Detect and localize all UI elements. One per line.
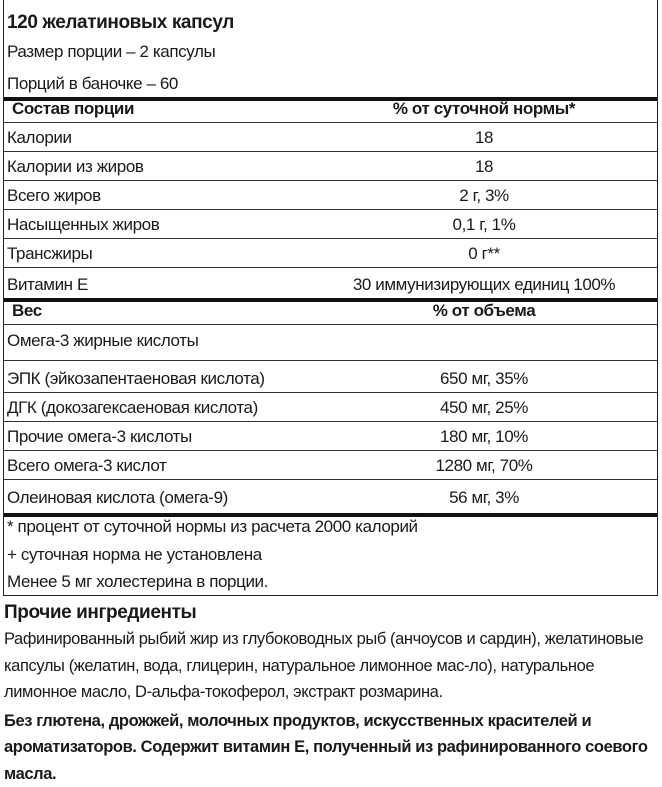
footnote-text: Менее 5 мг холестерина в порции. (7, 572, 268, 592)
row-value: 2 г, 3% (304, 186, 662, 206)
table-row (4, 122, 657, 152)
header-label: Состав порции (12, 99, 134, 119)
row-label: Олеиновая кислота (омега-9) (7, 488, 228, 508)
row-label: Всего омега-3 кислот (7, 456, 166, 476)
table-row (4, 209, 657, 239)
other-ingredients-section (4, 600, 660, 787)
row-label: Калории из жиров (7, 157, 144, 177)
composition-header (4, 298, 657, 325)
table-row (4, 360, 657, 393)
servings-row (4, 65, 657, 101)
table-row (4, 267, 657, 302)
row-value: 18 (304, 128, 662, 148)
header-value: % от объема (304, 301, 662, 321)
nutrition-header (4, 97, 657, 123)
row-value: 0,1 г, 1% (304, 215, 662, 235)
row-value: 56 мг, 3% (304, 488, 662, 508)
row-value: 180 мг, 10% (304, 427, 662, 447)
row-label: Витамин Е (7, 275, 88, 295)
row-value: 450 мг, 25% (304, 398, 662, 418)
row-value: 18 (304, 157, 662, 177)
row-label: Калории (7, 128, 72, 148)
row-label: ЭПК (эйкозапентаеновая кислота) (7, 369, 265, 389)
row-value: 0 г** (304, 244, 662, 264)
footnote-text: + суточная норма не установлена (7, 545, 262, 565)
group-row (4, 324, 657, 361)
allergen-statement: Без глютена, дрожжей, молочных продуктов, искусственных красителей и ароматизаторов. Содержит витамин Е, полученный из рафинированного соевого масла. (4, 708, 660, 787)
row-value: 30 иммунизирующих единиц 100% (304, 275, 662, 295)
footnote (4, 568, 657, 595)
header-label: Вес (12, 301, 42, 321)
table-row (4, 421, 657, 451)
other-ingredients-heading: Прочие ингредиенты (4, 600, 660, 626)
servings-per-container: Порций в баночке – 60 (7, 74, 178, 94)
row-label: Насыщенных жиров (7, 215, 159, 235)
table-row (4, 450, 657, 480)
serving-size: Размер порции – 2 капсулы (7, 42, 215, 62)
group-label: Омега-3 жирные кислоты (7, 331, 198, 351)
footnote-text: * процент от суточной нормы из расчета 2000 калорий (7, 517, 418, 537)
row-label: ДГК (докозагексаеновая кислота) (7, 398, 258, 418)
table-row (4, 180, 657, 210)
row-value: 650 мг, 35% (304, 369, 662, 389)
supplement-facts-table (3, 0, 658, 596)
other-ingredients-text: Рафинированный рыбий жир из глубоководных рыб (анчоусов и сардин), желатиновые капсулы (желатин, вода, глицерин, натуральное лимонное мас-ло), натуральное лимонное масло, D-альфа-токоферол, экстракт розмарина. (4, 626, 660, 706)
table-row (4, 151, 657, 181)
table-row (4, 479, 657, 517)
row-label: Трансжиры (7, 244, 92, 264)
footnote (4, 513, 657, 540)
title-row (4, 0, 657, 37)
row-label: Прочие омега-3 кислоты (7, 427, 192, 447)
table-row (4, 392, 657, 422)
serving-size-row (4, 37, 657, 65)
table-row (4, 238, 657, 268)
footnote (4, 540, 657, 568)
title: 120 желатиновых капсул (7, 12, 234, 34)
row-label: Всего жиров (7, 186, 101, 206)
row-value: 1280 мг, 70% (304, 456, 662, 476)
header-value: % от суточной нормы* (304, 99, 662, 119)
